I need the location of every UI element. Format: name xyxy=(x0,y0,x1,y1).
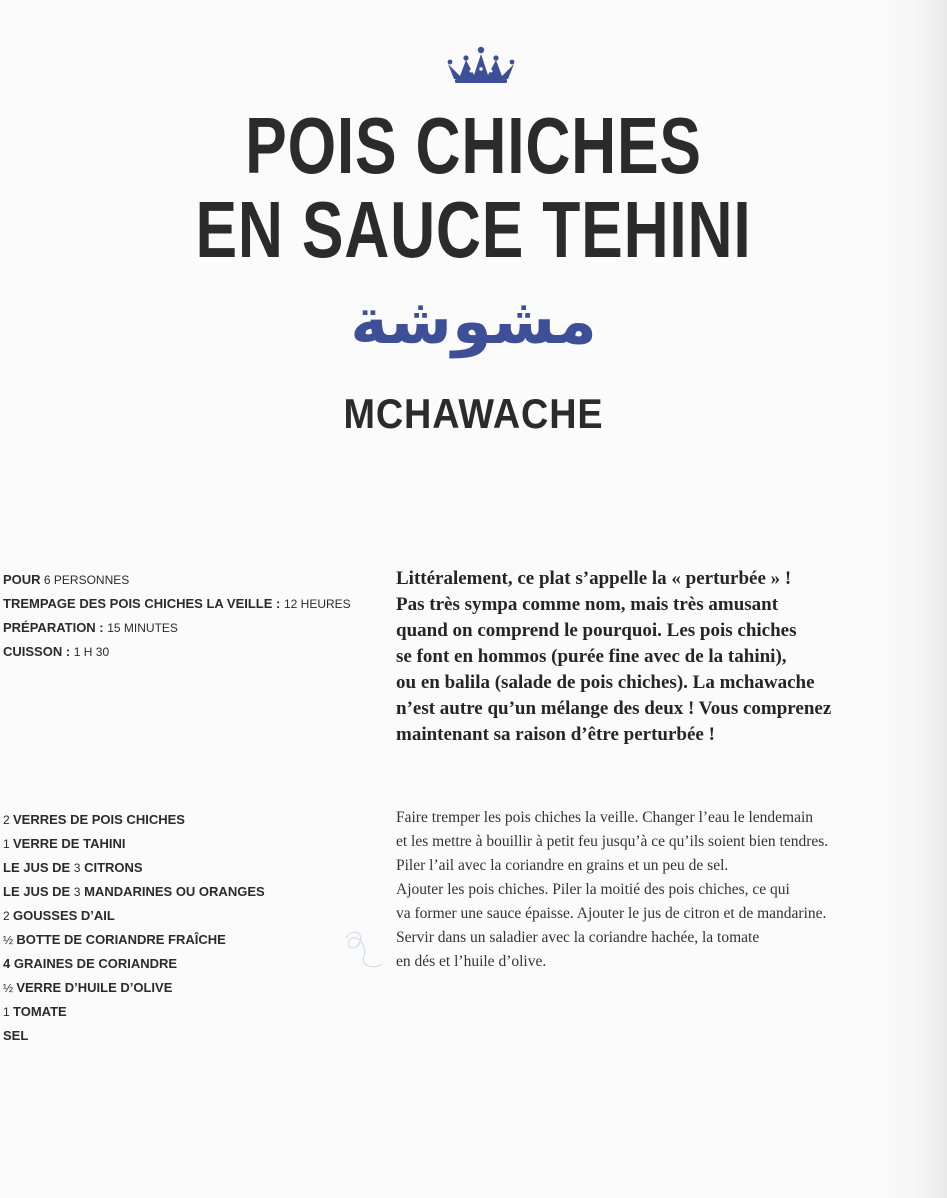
recipe-method xyxy=(396,806,916,974)
meta-preparation xyxy=(3,616,378,640)
intro-line: Pas très sympa comme nom, mais très amusant xyxy=(396,594,779,615)
ingredient-name: LE JUS DE xyxy=(3,884,74,899)
ingredient-name: 4 GRAINES DE CORIANDRE xyxy=(3,956,178,971)
ingredient-name: CITRONS xyxy=(80,860,143,875)
ingredient-quantity: 2 xyxy=(3,909,14,923)
ingredient-item xyxy=(3,904,378,928)
ingredient-name: LE JUS DE xyxy=(3,860,74,875)
ingredient-quantity: 3 xyxy=(73,861,81,875)
ingredient-name: MANDARINES OU ORANGES xyxy=(80,884,265,899)
meta-cooking xyxy=(3,640,378,664)
ingredient-name: VERRE D’HUILE D’OLIVE xyxy=(16,980,173,995)
ingredient-item xyxy=(3,880,378,904)
ingredient-item xyxy=(3,856,378,880)
crown-icon xyxy=(444,46,518,84)
ingredient-name: SEL xyxy=(3,1028,29,1043)
ingredients-list xyxy=(3,808,378,1048)
ingredient-name: VERRES DE POIS CHICHES xyxy=(13,812,185,827)
method-line: et les mettre à bouillir à petit feu jusqu’à ce qu’ils soient bien tendres. xyxy=(396,833,829,850)
ingredient-item xyxy=(3,1000,378,1024)
ingredient-item xyxy=(3,952,378,976)
meta-value: 1 H 30 xyxy=(73,645,110,659)
meta-value: 6 PERSONNES xyxy=(40,573,130,587)
ingredient-quantity: ½ xyxy=(3,933,17,947)
ingredient-item xyxy=(3,832,378,856)
ingredient-item xyxy=(3,976,378,1000)
ingredient-quantity: 1 xyxy=(3,1005,14,1019)
ingredient-name: GOUSSES D’AIL xyxy=(13,908,115,923)
ingredient-quantity: 3 xyxy=(73,885,81,899)
meta-label: CUISSON : xyxy=(3,644,74,659)
ingredient-item xyxy=(3,1024,378,1048)
method-line: en dés et l’huile d’olive. xyxy=(396,953,547,970)
ingredient-name: BOTTE DE CORIANDRE FRAÎCHE xyxy=(16,932,226,947)
meta-soaking xyxy=(3,592,378,616)
meta-servings xyxy=(3,568,378,592)
intro-line: quand on comprend le pourquoi. Les pois chiches xyxy=(396,620,797,641)
arabic-title: مشوشة xyxy=(350,285,597,359)
recipe-title-line-2: EN SAUCE TEHINI xyxy=(195,185,752,274)
meta-label: TREMPAGE DES POIS CHICHES LA VEILLE : xyxy=(3,596,284,611)
intro-line: Littéralement, ce plat s’appelle la « perturbée » ! xyxy=(396,568,792,589)
intro-line: maintenant sa raison d’être perturbée ! xyxy=(396,724,715,745)
method-line: Faire tremper les pois chiches la veille. Changer l’eau le lendemain xyxy=(396,809,814,826)
recipe-title-line-1: POIS CHICHES xyxy=(245,101,702,190)
ingredient-name: VERRE DE TAHINI xyxy=(13,836,126,851)
method-line: Piler l’ail avec la coriandre en grains et un peu de sel. xyxy=(396,857,729,874)
recipe-meta xyxy=(3,568,378,664)
method-line: va former une sauce épaisse. Ajouter le jus de citron et de mandarine. xyxy=(396,905,827,922)
intro-line: n’est autre qu’un mélange des deux ! Vous comprenez xyxy=(396,698,832,719)
ingredient-item xyxy=(3,808,378,832)
ingredient-item xyxy=(3,928,378,952)
intro-line: ou en balila (salade de pois chiches). La mchawache xyxy=(396,672,815,693)
recipe-introduction xyxy=(396,566,911,748)
method-line: Servir dans un saladier avec la coriandre hachée, la tomate xyxy=(396,929,760,946)
intro-line: se font en hommos (purée fine avec de la tahini), xyxy=(396,646,787,667)
meta-value: 12 HEURES xyxy=(283,597,351,611)
meta-label: PRÉPARATION : xyxy=(3,620,108,635)
pen-scribble-mark xyxy=(338,918,398,978)
ingredient-quantity: 1 xyxy=(3,837,14,851)
ingredient-quantity: 2 xyxy=(3,813,14,827)
recipe-subtitle: MCHAWACHE xyxy=(343,390,604,437)
meta-label: POUR xyxy=(3,572,41,587)
ingredient-quantity: ½ xyxy=(3,981,17,995)
meta-value: 15 MINUTES xyxy=(107,621,178,635)
method-line: Ajouter les pois chiches. Piler la moitié des pois chiches, ce qui xyxy=(396,881,790,898)
ingredient-name: TOMATE xyxy=(13,1004,67,1019)
